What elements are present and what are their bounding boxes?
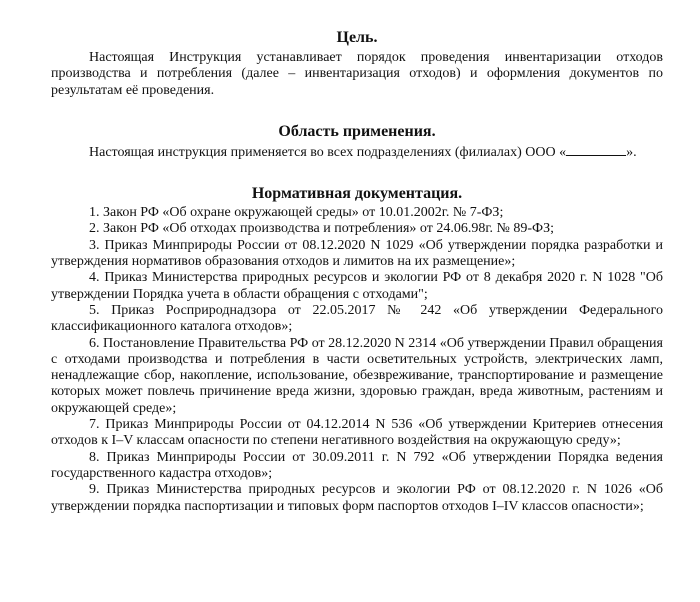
list-item-number: 3. <box>89 237 100 253</box>
list-item-number: 2. <box>89 221 100 237</box>
list-item <box>51 221 663 237</box>
list-item-text: Приказ Министерства природных ресурсов и экологии РФ от 8 декабря 2020 г. N 1028 "Об утверждении Порядка учета в области обращения с отходами"; <box>51 270 664 302</box>
list-item-number: 8. <box>89 449 100 465</box>
list-item-number: 4. <box>89 270 100 286</box>
company-name-blank <box>566 144 626 156</box>
list-item-number: 5. <box>89 302 100 318</box>
list-item <box>51 303 663 336</box>
goal-heading: Цель. <box>336 29 378 46</box>
list-item-number: 7. <box>89 417 100 433</box>
list-item <box>51 482 663 515</box>
scope-text-after: ». <box>626 144 637 160</box>
list-item-text: Приказ Министерства природных ресурсов и экологии РФ от 08.12.2020 г. N 1026 «Об утверждении порядка паспортизации и типовых форм паспортов отходов I–IV классов опасности»; <box>51 482 663 514</box>
scope-text-before: Настоящая инструкция применяется во всех подразделениях (филиалах) ООО « <box>89 144 567 160</box>
scope-paragraph <box>51 144 663 161</box>
normative-heading: Нормативная документация. <box>251 185 463 203</box>
list-item <box>51 417 663 450</box>
list-item <box>51 238 663 271</box>
list-item-number: 9. <box>89 482 100 498</box>
list-item <box>51 270 663 303</box>
normative-list <box>51 205 663 515</box>
list-item <box>51 205 663 221</box>
list-item-number: 1. <box>89 205 100 221</box>
list-item-text: Приказ Росприроднадзора от 22.05.2017 № 242 «Об утверждении Федерального классификационного каталога отходов»; <box>51 302 663 335</box>
goal-paragraph: Настоящая Инструкция устанавливает порядок проведения инвентаризации отходов производства и потребления (далее – инвентаризация отходов) и оформления документов по результатам её проведения. <box>51 50 663 98</box>
list-item-text: Приказ Минприроды России от 08.12.2020 N 1029 «Об утверждении порядка разработки и утверждения нормативов образования отходов и лимитов на их размещение»; <box>51 237 663 270</box>
list-item <box>51 450 663 483</box>
list-item-text: Приказ Минприроды России от 30.09.2011 г. N 792 «Об утверждении Порядка ведения государственного кадастра отходов»; <box>51 449 664 481</box>
list-item-text: Закон РФ «Об охране окружающей среды» от 10.01.2002г. № 7-ФЗ; <box>103 205 504 221</box>
scope-heading: Область применения. <box>278 122 436 140</box>
list-item-number: 6. <box>89 335 100 351</box>
list-item-text: Приказ Минприроды России от 04.12.2014 N 536 «Об утверждении Критериев отнесения отходов к I–V классам опасности по степени негативного воздействия на окружающую среду»; <box>51 417 664 449</box>
list-item <box>51 336 663 417</box>
document-page <box>51 28 663 515</box>
list-item-text: Закон РФ «Об отходах производства и потребления» от 24.06.98г. № 89-ФЗ; <box>103 221 554 237</box>
list-item-text: Постановление Правительства РФ от 28.12.2020 N 2314 «Об утверждении Правил обращения с отходами производства и потребления в части осветительных устройств, электрических ламп, ненадлежащие сбор, накопление, использование, обезвреживание, транспортирование и размещение которых может повлечь причинение вреда жизни, здоровью граждан, вреда животным, растениям и окружающей среде»; <box>51 335 663 416</box>
